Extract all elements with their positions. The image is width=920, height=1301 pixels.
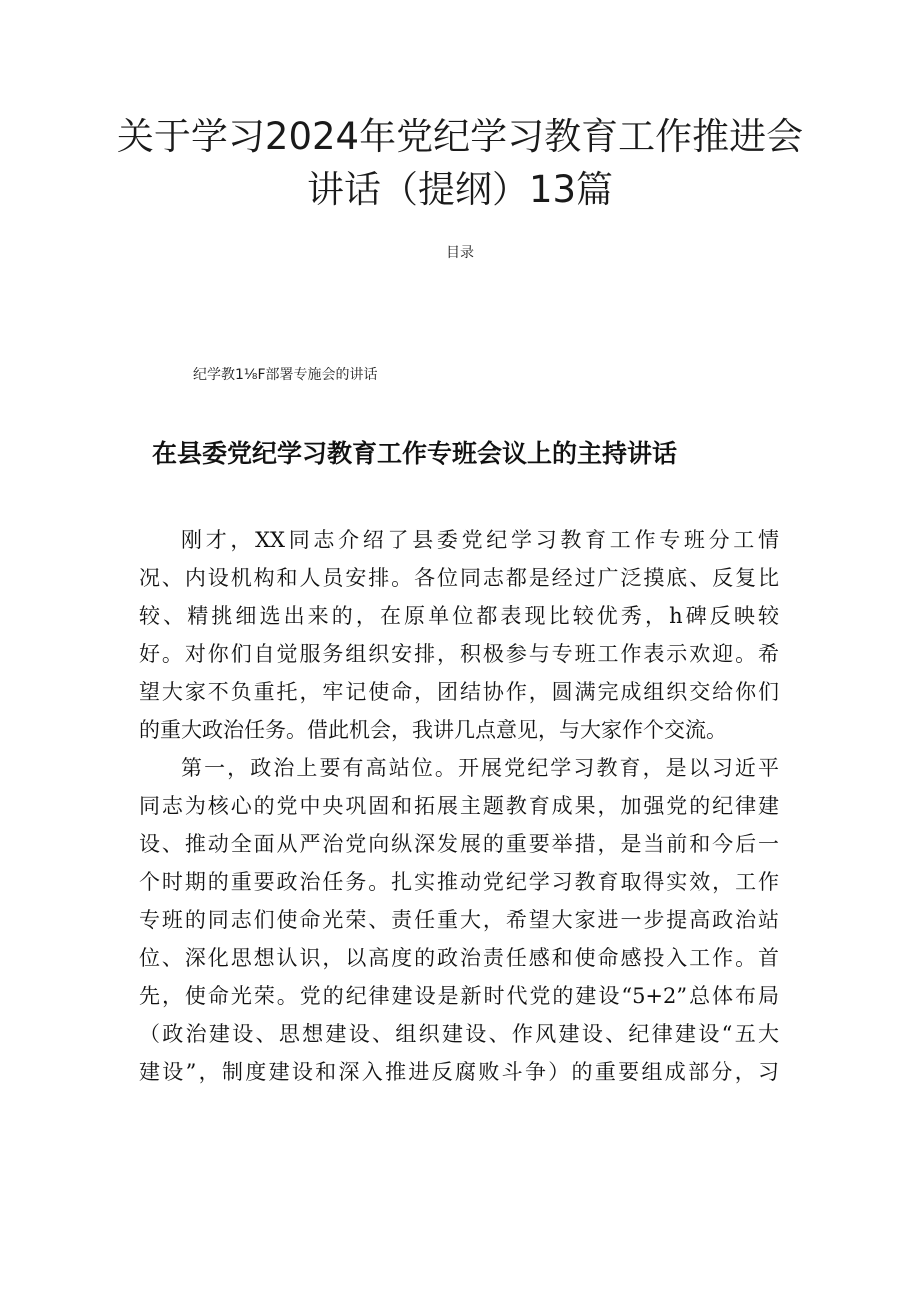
document-title-line-1: 关于学习2024年党纪学习教育工作推进会 [116,115,804,158]
document-title [0,110,920,216]
body-line-1: 刚才，XX同志介绍了县委党纪学习教育工作专班分工情 [181,528,779,552]
body-line-5: 望大家不负重托，牢记使命，团结协作，圆满完成组织交给你们 [139,680,779,704]
body-line-6: 的重大政治任务。借此机会，我讲几点意见，与大家作个交流。 [139,718,727,742]
body-line-13: 先，使命光荣。党的纪律建设是新时代党的建设“5+2”总体布局 [139,984,779,1008]
body-paragraphs [139,521,779,1091]
section-title: 在县委党纪学习教育工作专班会议上的主持讲话 [152,439,678,468]
body-line-2: 况、内设机构和人员安排。各位同志都是经过广泛摸底、反复比 [139,566,779,590]
body-line-14: （政治建设、思想建设、组织建设、作风建设、纪律建设“五大 [139,1022,779,1046]
body-line-10: 个时期的重要政治任务。扎实推动党纪学习教育取得实效，工作 [139,870,779,894]
toc-heading: 目录 [446,245,474,261]
body-line-15: 建设”，制度建设和深入推进反腐败斗争）的重要组成部分，习 [139,1060,779,1084]
body-line-12: 位、深化思想认识，以高度的政治责任感和使命感投入工作。首 [139,946,779,970]
body-line-3: 较、精挑细选出来的，在原单位都表现比较优秀，h碑反映较 [139,604,779,628]
body-line-8: 同志为核心的党中央巩固和拓展主题教育成果，加强党的纪律建 [139,794,779,818]
body-line-9: 设、推动全面从严治党向纵深发展的重要举措，是当前和今后一 [139,832,779,856]
body-line-7: 第一，政治上要有高站位。开展党纪学习教育，是以习近平 [181,756,779,780]
body-line-11: 专班的同志们使命光荣、责任重大，希望大家进一步提高政治站 [139,908,779,932]
document-title-line-2: 讲话（提纲）13篇 [306,168,614,211]
body-line-4: 好。对你们自觉服务组织安排，积极参与专班工作表示欢迎。希 [139,642,779,666]
toc-entry: 纪学教1⅛F部署专施会的讲话 [193,367,378,383]
